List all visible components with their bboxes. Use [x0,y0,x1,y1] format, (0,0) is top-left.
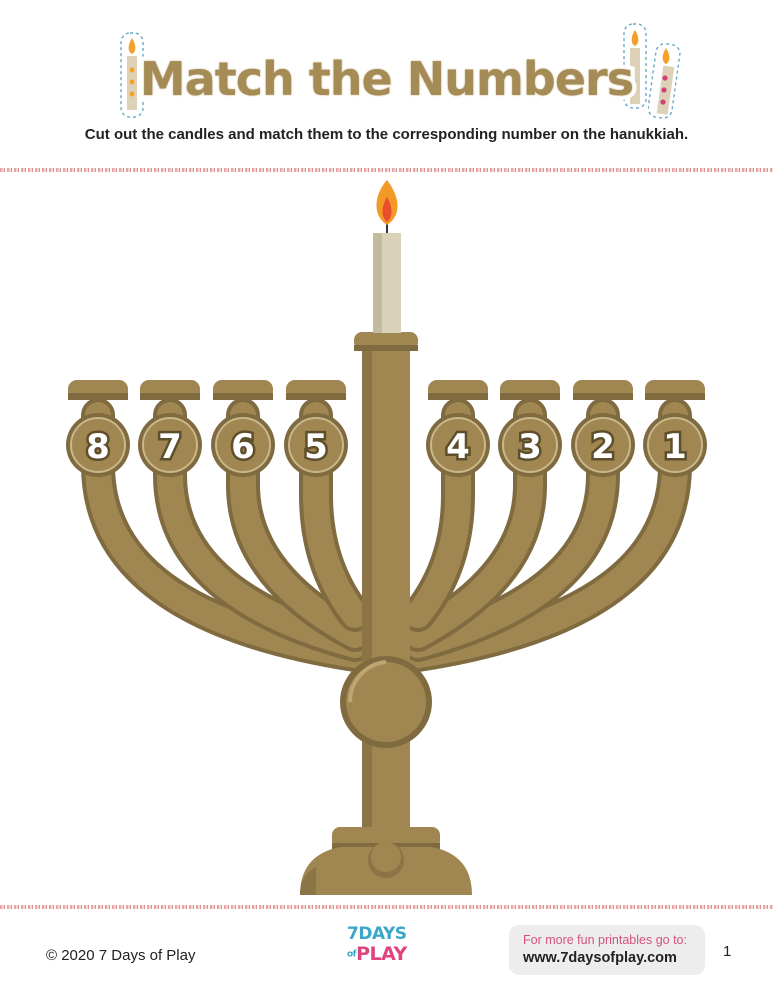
page-title: Match the Numbers [139,52,634,106]
number-8-label: 8 [86,427,110,467]
bottom-divider [0,905,773,909]
website-link[interactable]: www.7daysofplay.com [523,950,677,966]
number-medallion-6 [211,413,275,477]
promo-text: For more fun printables go to: [523,933,687,947]
number-medallion-3 [498,413,562,477]
number-1-label: 1 [663,427,687,467]
hanukkiah-illustration [0,175,773,905]
logo-bottom-text [347,943,407,965]
number-medallion-4 [426,413,490,477]
number-6-label: 6 [231,427,255,467]
number-medallion-2 [571,413,635,477]
number-5-label: 5 [304,427,328,467]
logo-top-text: 7DAYS [347,924,407,944]
number-medallion-1 [643,413,707,477]
page-number: 1 [723,943,732,960]
number-7-label: 7 [158,427,182,467]
number-4-label: 4 [446,427,470,467]
7-days-of-play-logo [345,924,415,974]
number-medallion-5 [284,413,348,477]
copyright-text: © 2020 7 Days of Play [46,947,196,964]
instructions-text: Cut out the candles and match them to the corresponding number on the hanukkiah. [84,126,689,143]
number-2-label: 2 [591,427,615,467]
logo-of-text: of [347,949,357,960]
number-3-label: 3 [518,427,542,467]
number-medallion-8 [66,413,130,477]
promo-box[interactable] [509,925,705,975]
logo-play-text: PLAY [356,943,407,965]
number-medallion-7 [138,413,202,477]
shamash-candle-icon [373,180,401,333]
top-divider [0,168,773,172]
